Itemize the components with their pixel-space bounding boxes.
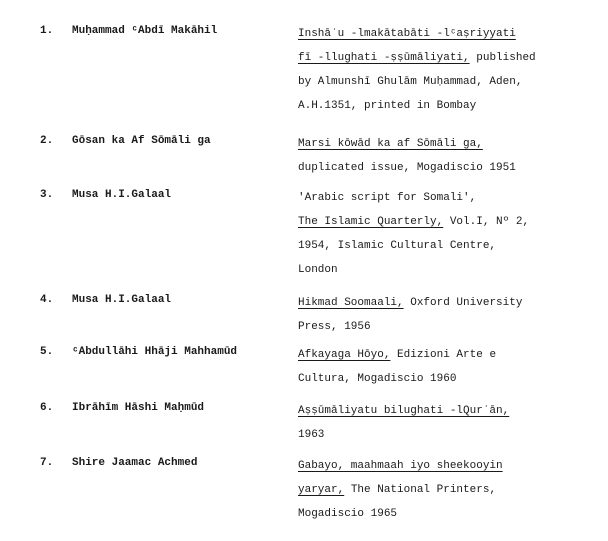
entry-author: Musa H.I.Galaal <box>72 294 172 306</box>
reference-line: Gabayo, maahmaah iyo sheekooyin <box>298 460 503 472</box>
entry-author: Muḥammad ᶜAbdī Makāhil <box>72 25 218 37</box>
reference-line: 1954, Islamic Cultural Centre, <box>298 240 497 252</box>
reference-title: Hikmad Soomaali, <box>298 297 404 309</box>
reference-line: 1963 <box>298 429 325 441</box>
entry-author: Gōsan ka Af Sōmāli ga <box>72 135 211 147</box>
entry-reference <box>298 457 598 529</box>
reference-line: by Almunshī Ghulām Muḥammad, Aden, <box>298 76 523 88</box>
reference-line <box>298 213 598 237</box>
reference-title: fī -llughati -ṣṣūmāliyati, <box>298 52 470 64</box>
reference-title: yaryar, <box>298 484 345 496</box>
reference-details: Oxford University <box>403 297 523 309</box>
reference-line: 'Arabic script for Somali', <box>298 192 477 204</box>
reference-line <box>298 49 598 73</box>
reference-line: Marsi kōwād ka af Sōmāli ga, <box>298 138 483 150</box>
entry-number: 4. <box>40 294 54 306</box>
entry-author: Ibrāhīm Hāshi Maḥmūd <box>72 402 205 414</box>
entry-number: 1. <box>40 25 54 37</box>
reference-title: The Islamic Quarterly, <box>298 216 444 228</box>
reference-line: A.H.1351, printed in Bombay <box>298 100 477 112</box>
reference-line: Inshāʾu -lmakātabāti -lᶜaṣriyyati <box>298 28 516 40</box>
reference-line: London <box>298 264 338 276</box>
reference-line <box>298 294 598 318</box>
entry-reference <box>298 189 598 285</box>
reference-line: duplicated issue, Mogadiscio 1951 <box>298 162 516 174</box>
entry-reference <box>298 346 598 394</box>
entry-number: 6. <box>40 402 54 414</box>
entry-number: 3. <box>40 189 54 201</box>
reference-line <box>298 481 598 505</box>
reference-line: Press, 1956 <box>298 321 371 333</box>
reference-line: Aṣṣūmāliyatu bilughati -lQurʾān, <box>298 405 510 417</box>
reference-details: published <box>469 52 536 64</box>
reference-details: The National Printers, <box>344 484 497 496</box>
entry-reference <box>298 294 598 342</box>
reference-title: Afkayaga Hōyo, <box>298 349 391 361</box>
entry-author: ᶜAbdullāhi Hhāji Mahhamūd <box>72 346 238 358</box>
reference-line: Mogadiscio 1965 <box>298 508 398 520</box>
reference-line: Cultura, Mogadiscio 1960 <box>298 373 457 385</box>
reference-line <box>298 346 598 370</box>
entry-number: 5. <box>40 346 54 358</box>
reference-details: Vol.I, Nº 2, <box>443 216 530 228</box>
entry-author: Shire Jaamac Achmed <box>72 457 198 469</box>
entry-reference <box>298 402 598 450</box>
reference-details: Edizioni Arte e <box>390 349 497 361</box>
entry-reference <box>298 135 598 183</box>
entry-number: 2. <box>40 135 54 147</box>
entry-author: Musa H.I.Galaal <box>72 189 172 201</box>
entry-reference <box>298 25 598 121</box>
entry-number: 7. <box>40 457 54 469</box>
